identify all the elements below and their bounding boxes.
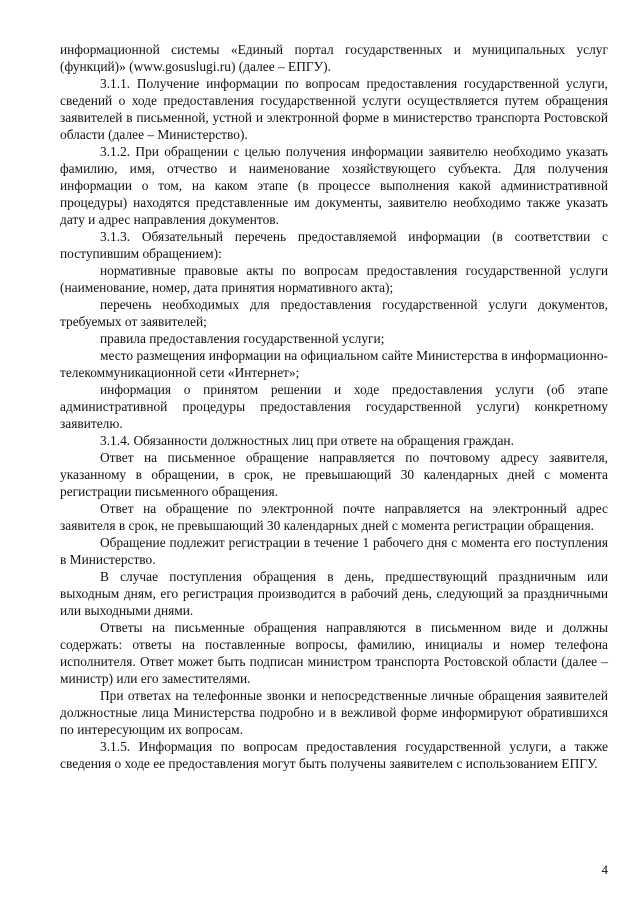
- paragraph-written-reply: Ответ на письменное обращение направляется по почтовому адресу заявителя, указанному в обращении, в срок, не превышающий 30 календарных дней с момента регистрации письменного обращения.: [60, 450, 608, 499]
- page-number: 4: [601, 862, 608, 877]
- paragraph-holiday-registration: В случае поступления обращения в день, предшествующий праздничным или выходным дням, его регистрация производится в рабочий день, следующий за праздничными или выходными днями.: [60, 569, 608, 618]
- paragraph-email-reply: Ответ на обращение по электронной почте направляется на электронный адрес заявителя в срок, не превышающий 30 календарных дней с момента регистрации обращения.: [60, 501, 608, 533]
- paragraph-3-1-3: 3.1.3. Обязательный перечень предоставляемой информации (в соответствии с поступившим обращением):: [60, 229, 608, 261]
- paragraph-3-1-1: 3.1.1. Получение информации по вопросам предоставления государственной услуги, сведений о ходе предоставления государственной услуги осуществляется путем обращения заявителей в письменной, устной и электронной форме в министерство транспорта Ростовской области (далее – Министерство).: [60, 76, 608, 142]
- paragraph-3-1-5: 3.1.5. Информация по вопросам предоставления государственной услуги, а также сведения о ходе ее предоставления могут быть получены заявителем с использованием ЕПГУ.: [60, 739, 608, 771]
- list-item-documents: перечень необходимых для предоставления государственной услуги документов, требуемых от заявителей;: [60, 297, 608, 329]
- document-body: [60, 41, 608, 772]
- list-item-decision-info: информация о принятом решении и ходе предоставления услуги (об этапе административной процедуры предоставления государственной услуги) конкретному заявителю.: [60, 382, 608, 431]
- paragraph-registration: Обращение подлежит регистрации в течение 1 рабочего дня с момента его поступления в Министерство.: [60, 535, 608, 567]
- paragraph-reply-content: Ответы на письменные обращения направляются в письменном виде и должны содержать: ответы на поставленные вопросы, фамилию, инициалы и номер телефона исполнителя. Ответ может быть подписан министром транспорта Ростовской области (далее – министр) или его заместителями.: [60, 620, 608, 686]
- list-item-normative-acts: нормативные правовые акты по вопросам предоставления государственной услуги (наименование, номер, дата принятия нормативного акта);: [60, 263, 608, 295]
- paragraph-continuation: информационной системы «Единый портал государственных и муниципальных услуг (функций)» (www.gosuslugi.ru) (далее – ЕПГУ).: [60, 42, 608, 74]
- list-item-rules: правила предоставления государственной услуги;: [100, 331, 385, 346]
- paragraph-3-1-2: 3.1.2. При обращении с целью получения информации заявителю необходимо указать фамилию, имя, отчество и наименование хозяйствующего субъекта. Для получения информации о том, на каком этапе (в процессе выполнения какой административной процедуры) находятся представленные им документы, заявителю необходимо также указать дату и адрес направления документов.: [60, 144, 608, 227]
- paragraph-3-1-4: 3.1.4. Обязанности должностных лиц при ответе на обращения граждан.: [100, 433, 514, 448]
- paragraph-phone-calls: При ответах на телефонные звонки и непосредственные личные обращения заявителей должностные лица Министерства подробно и в вежливой форме информируют обратившихся по интересующим их вопросам.: [60, 688, 608, 737]
- list-item-website: место размещения информации на официальном сайте Министерства в информационно-телекоммуникационной сети «Интернет»;: [60, 348, 608, 380]
